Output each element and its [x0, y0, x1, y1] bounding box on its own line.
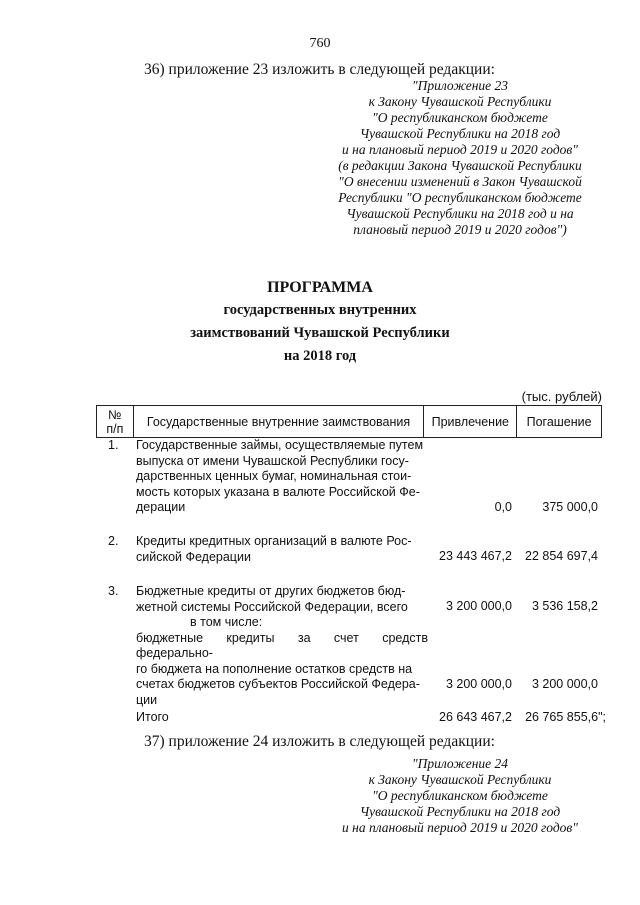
header-attraction: Привлечение — [424, 406, 517, 438]
annex-line: к Закону Чувашской Республики — [368, 94, 552, 109]
title-line: заимствований Чувашской Республики — [190, 325, 450, 341]
repayment-value: 3 536 158,2 — [531, 599, 598, 613]
description-line: дерации — [136, 500, 186, 514]
amendment-instruction-37: 37) приложение 24 изложить в следующей редакции: — [144, 733, 495, 750]
row-number: 2. — [108, 534, 119, 548]
annex-line: и на плановый период 2019 и 2020 годов" — [342, 142, 578, 157]
header-number-pp: п/п — [106, 421, 124, 436]
annex-line: "О внесении изменений в Закон Чувашской — [338, 174, 582, 189]
annex-23-header — [320, 78, 600, 238]
attraction-value: 0,0 — [494, 500, 512, 514]
table-header — [96, 405, 602, 438]
description-line: Государственные займы, осуществляемые путем — [136, 438, 424, 452]
description-line: мость которых указана в валюте Российской Фе- — [136, 484, 420, 499]
row-description — [136, 438, 428, 516]
total-repayment: 26 765 855,6"; — [525, 710, 606, 724]
title-line: государственных внутренних — [223, 302, 417, 318]
description-line: Бюджетные кредиты от других бюджетов бюд- — [136, 584, 406, 598]
annex-line: "О республиканском бюджете — [372, 788, 548, 803]
row-number: 1. — [108, 438, 119, 452]
annex-line: и на плановый период 2019 и 2020 годов" — [342, 820, 578, 835]
units-label: (тыс. рублей) — [521, 389, 602, 404]
annex-line: "Приложение 23 — [411, 78, 509, 93]
total-label: Итого — [136, 710, 169, 724]
title-line: на 2018 год — [283, 348, 357, 364]
description-line: дарственных ценных бумаг, номинальная стои- — [136, 469, 412, 483]
header-number-sign: № — [108, 407, 122, 422]
description-line: го бюджета на пополнение остатков средств на — [136, 661, 413, 676]
description-line: выпуска от имени Чувашской Республики госу- — [136, 453, 409, 468]
amendment-instruction-36: 36) приложение 23 изложить в следующей редакции: — [144, 61, 495, 78]
annex-line: "Приложение 24 — [411, 756, 509, 771]
annex-line: "О республиканском бюджете — [372, 110, 548, 125]
header-number — [97, 406, 134, 438]
program-title — [0, 276, 640, 368]
row-number: 3. — [108, 584, 119, 598]
annex-line: к Закону Чувашской Республики — [368, 772, 552, 787]
in-that-label: в том числе: — [190, 615, 263, 629]
title-line: ПРОГРАММА — [267, 279, 373, 296]
annex-24-header — [320, 756, 600, 836]
annex-line: Чувашской Республики на 2018 год и на — [346, 206, 574, 221]
description-line: ции — [136, 692, 158, 707]
row-description — [136, 534, 428, 565]
description-line: бюджетные кредиты за счет средств федерально- — [136, 630, 428, 660]
page-number: 760 — [309, 36, 331, 51]
header-repayment: Погашение — [517, 406, 602, 438]
annex-line: Чувашской Республики на 2018 год — [359, 804, 561, 819]
annex-line: Республики "О республиканском бюджете — [338, 190, 582, 205]
sub-repayment-value: 3 200 000,0 — [531, 677, 598, 691]
row-description — [136, 584, 428, 708]
total-attraction: 26 643 467,2 — [439, 710, 512, 724]
attraction-value: 23 443 467,2 — [439, 549, 512, 563]
annex-line: Чувашской Республики на 2018 год — [359, 126, 561, 141]
description-line: сийской Федерации — [136, 549, 251, 564]
header-borrowing: Государственные внутренние заимствования — [133, 406, 424, 438]
annex-line: плановый период 2019 и 2020 годов") — [353, 222, 567, 237]
description-line: Кредиты кредитных организаций в валюте Рос- — [136, 534, 412, 548]
sub-attraction-value: 3 200 000,0 — [445, 677, 512, 691]
description-line: счетах бюджетов субъектов Российской Федера- — [136, 677, 420, 691]
repayment-value: 22 854 697,4 — [525, 549, 598, 563]
annex-line: (в редакции Закона Чувашской Республики — [338, 158, 582, 173]
repayment-value: 375 000,0 — [542, 500, 598, 514]
description-line: жетной системы Российской Федерации, всего — [136, 599, 408, 614]
attraction-value: 3 200 000,0 — [445, 599, 512, 613]
